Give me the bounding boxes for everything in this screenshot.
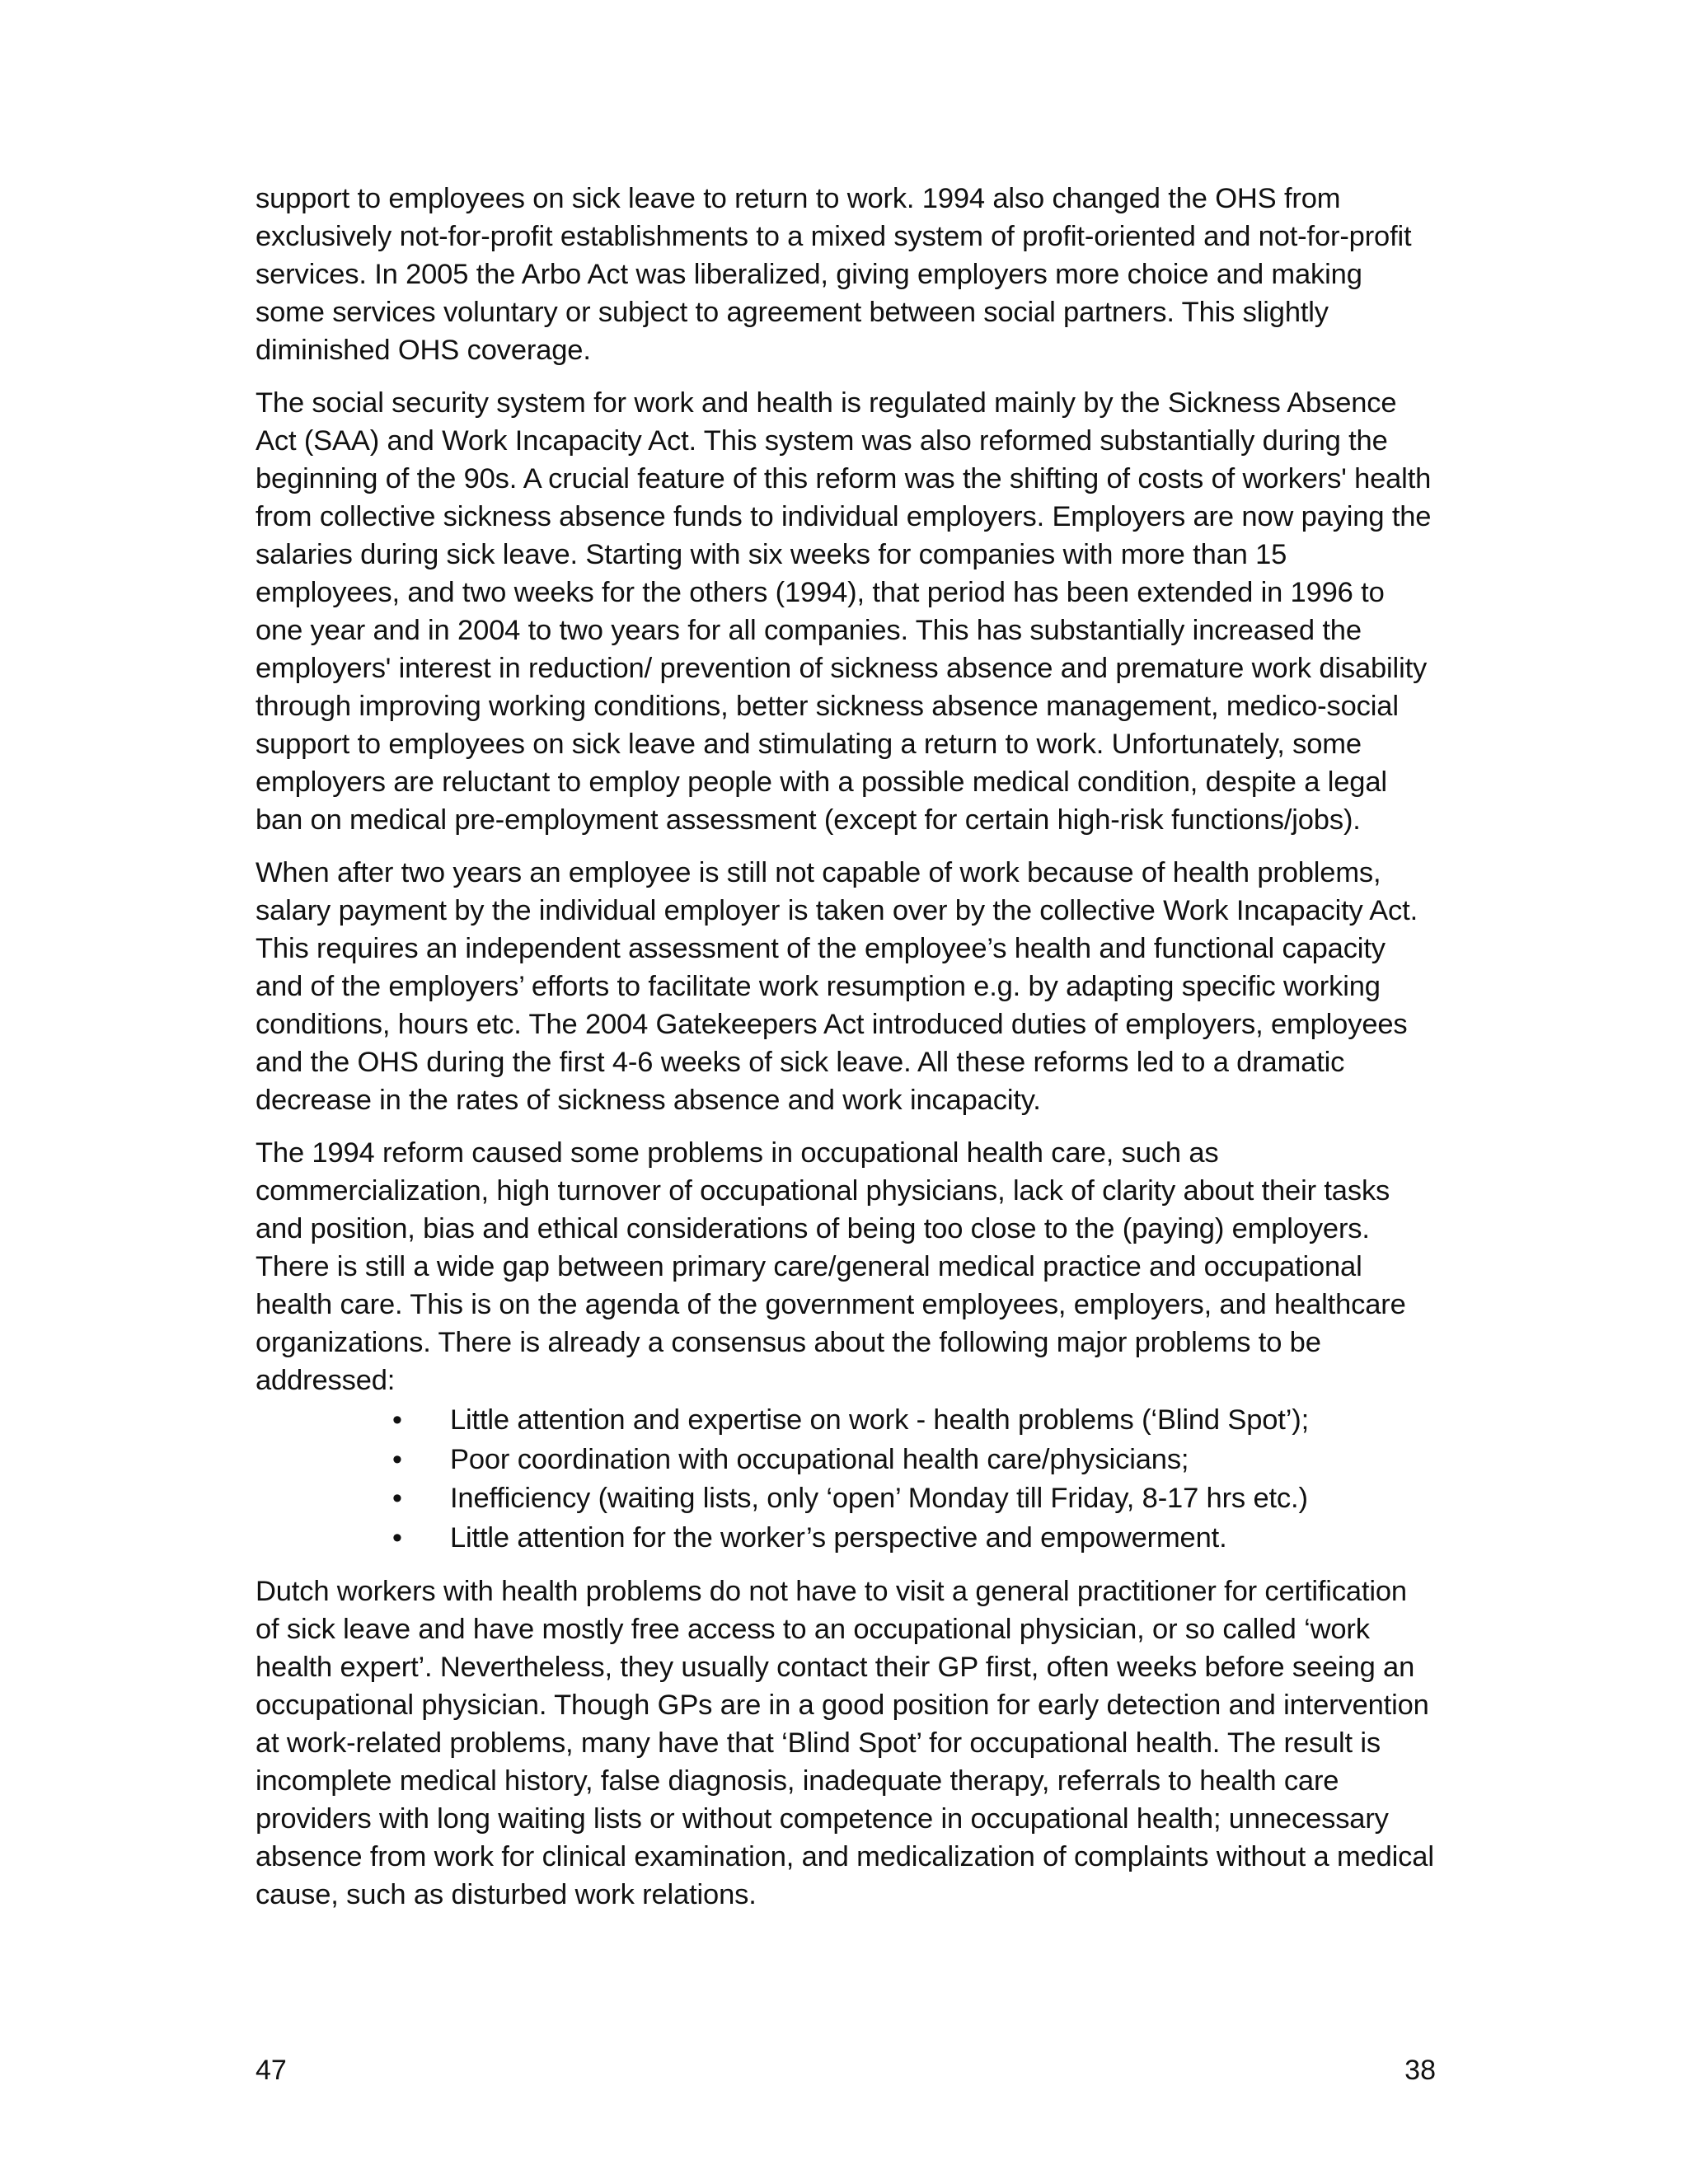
list-item-text: Inefficiency (waiting lists, only ‘open’ Monday till Friday, 8-17 hrs etc.) bbox=[450, 1483, 1308, 1514]
page-number-left: 47 bbox=[256, 2055, 287, 2086]
bullet-icon: • bbox=[392, 1521, 402, 1554]
list-item bbox=[392, 1441, 1436, 1480]
paragraph-intro: support to employees on sick leave to return to work. 1994 also changed the OHS from exclusively not-for-profit establishments to a mixed system of profit-oriented and not-for-profit services. In 2005 the Arbo Act was liberalized, giving employers more choice and making some services voluntary or subject to agreement between social partners. This slightly diminished OHS coverage. bbox=[256, 183, 1412, 366]
list-item-text: Poor coordination with occupational health care/physicians; bbox=[450, 1443, 1189, 1475]
bullet-icon: • bbox=[392, 1483, 402, 1514]
bullet-icon: • bbox=[392, 1443, 402, 1475]
paragraph-dutch-workers: Dutch workers with health problems do not have to visit a general practitioner for certification of sick leave and have mostly free access to an occupational physician, or so called ‘work health expert’. Nevertheless, they usually contact their GP first, often weeks before seeing an occupational physician. Though GPs are in a good position for early detection and intervention at work-related problems, many have that ‘Blind Spot’ for occupational health. The result is incomplete medical history, false diagnosis, inadequate therapy, referrals to health care providers with long waiting lists or without competence in occupational health; unnecessary absence from work for clinical examination, and medicalization of complaints without a medical cause, such as disturbed work relations. bbox=[256, 1576, 1434, 1910]
list-item bbox=[392, 1401, 1436, 1441]
paragraph-social-security: The social security system for work and health is regulated mainly by the Sickness Absence Act (SAA) and Work Incapacity Act. This system was also reformed substantially during the beginning of the 90s. A crucial feature of this reform was the shifting of costs of workers' health from collective sickness absence funds to individual employers. Employers are now paying the salaries during sick leave. Starting with six weeks for companies with more than 15 employees, and two weeks for the others (1994), that period has been extended in 1996 to one year and in 2004 to two years for all companies. This has substantially increased the employers' interest in reduction/ prevention of sickness absence and premature work disability through improving working conditions, better sickness absence management, medico-social support to employees on sick leave and stimulating a return to work. Unfortunately, some employers are reluctant to employ people with a possible medical condition, despite a legal ban on medical pre-employment assessment (except for certain high-risk functions/jobs). bbox=[256, 387, 1432, 836]
paragraph-work-incapacity: When after two years an employee is still not capable of work because of health problems, salary payment by the individual employer is taken over by the collective Work Incapacity Act. This requires an independent assessment of the employee’s health and functional capacity and of the employers’ efforts to facilitate work resumption e.g. by adapting specific working conditions, hours etc. The 2004 Gatekeepers Act introduced duties of employers, employees and the OHS during the first 4-6 weeks of sick leave. All these reforms led to a dramatic decrease in the rates of sickness absence and work incapacity. bbox=[256, 857, 1418, 1116]
list-item-text: Little attention and expertise on work - health problems (‘Blind Spot’); bbox=[450, 1404, 1310, 1436]
list-item-text: Little attention for the worker’s perspective and empowerment. bbox=[450, 1521, 1227, 1554]
paragraph-reform-problems: The 1994 reform caused some problems in occupational health care, such as commercialization, high turnover of occupational physicians, lack of clarity about their tasks and position, bias and ethical considerations of being too close to the (paying) employers. There is still a wide gap between primary care/general medical practice and occupational health care. This is on the agenda of the government employees, employers, and healthcare organizations. There is already a consensus about the following major problems to be addressed: bbox=[256, 1137, 1406, 1396]
main-text bbox=[256, 180, 1436, 1929]
list-item bbox=[392, 1479, 1436, 1519]
page-number-right: 38 bbox=[1404, 2055, 1436, 2086]
problem-list bbox=[256, 1401, 1436, 1558]
bullet-icon: • bbox=[392, 1404, 402, 1436]
list-item bbox=[392, 1519, 1436, 1558]
